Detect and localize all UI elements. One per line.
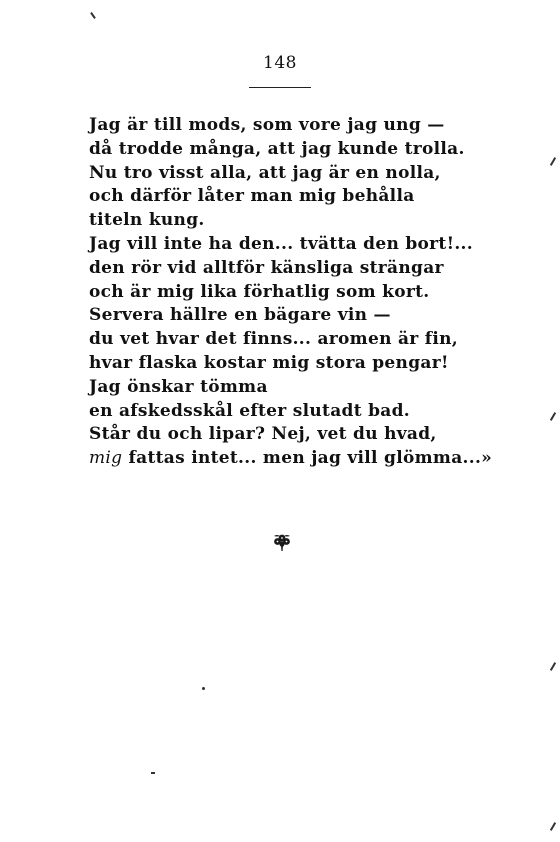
poem-line: Servera hällre en bägare vin — (89, 305, 391, 326)
poem-line: hvar flaska kostar mig stora pengar! (89, 352, 449, 373)
poem-line: och därför låter man mig behålla (89, 186, 415, 207)
poem-last-line (89, 447, 493, 471)
scan-mark (202, 687, 205, 690)
scan-mark (550, 157, 556, 166)
poem (89, 114, 493, 471)
poem-line: Jag vill inte ha den... tvätta den bort!... (89, 233, 473, 254)
scan-mark (151, 772, 155, 774)
poem-line: Nu tro visst alla, att jag är en nolla, (89, 162, 441, 183)
poem-line: Jag är till mods, som vore jag ung — (89, 115, 445, 135)
scan-mark (90, 12, 96, 19)
poem-line: och är mig lika förhatlig som kort. (89, 281, 430, 302)
poem-line: då trodde många, att jag kunde trolla. (89, 138, 465, 159)
scan-mark (550, 412, 556, 421)
poem-italic-word: mig (89, 448, 123, 469)
poem-line: Jag önskar tömma (89, 376, 268, 397)
floral-vignette-icon (271, 531, 293, 553)
poem-line: du vet hvar det finns... aromen är fin, (89, 329, 458, 350)
scan-mark (550, 822, 556, 831)
poem-line: den rör vid alltför känsliga strängar (89, 257, 444, 278)
poem-line: titeln kung. (89, 210, 205, 231)
header-rule (249, 87, 311, 88)
poem-line: Står du och lipar? Nej, vet du hvad, (89, 424, 437, 445)
poem-last-line-rest: fattas intet... men jag vill glömma...» (122, 448, 493, 469)
poem-line: en afskedsskål efter slutadt bad. (89, 400, 410, 421)
scan-mark (550, 662, 556, 671)
page-number: 148 (263, 53, 297, 73)
